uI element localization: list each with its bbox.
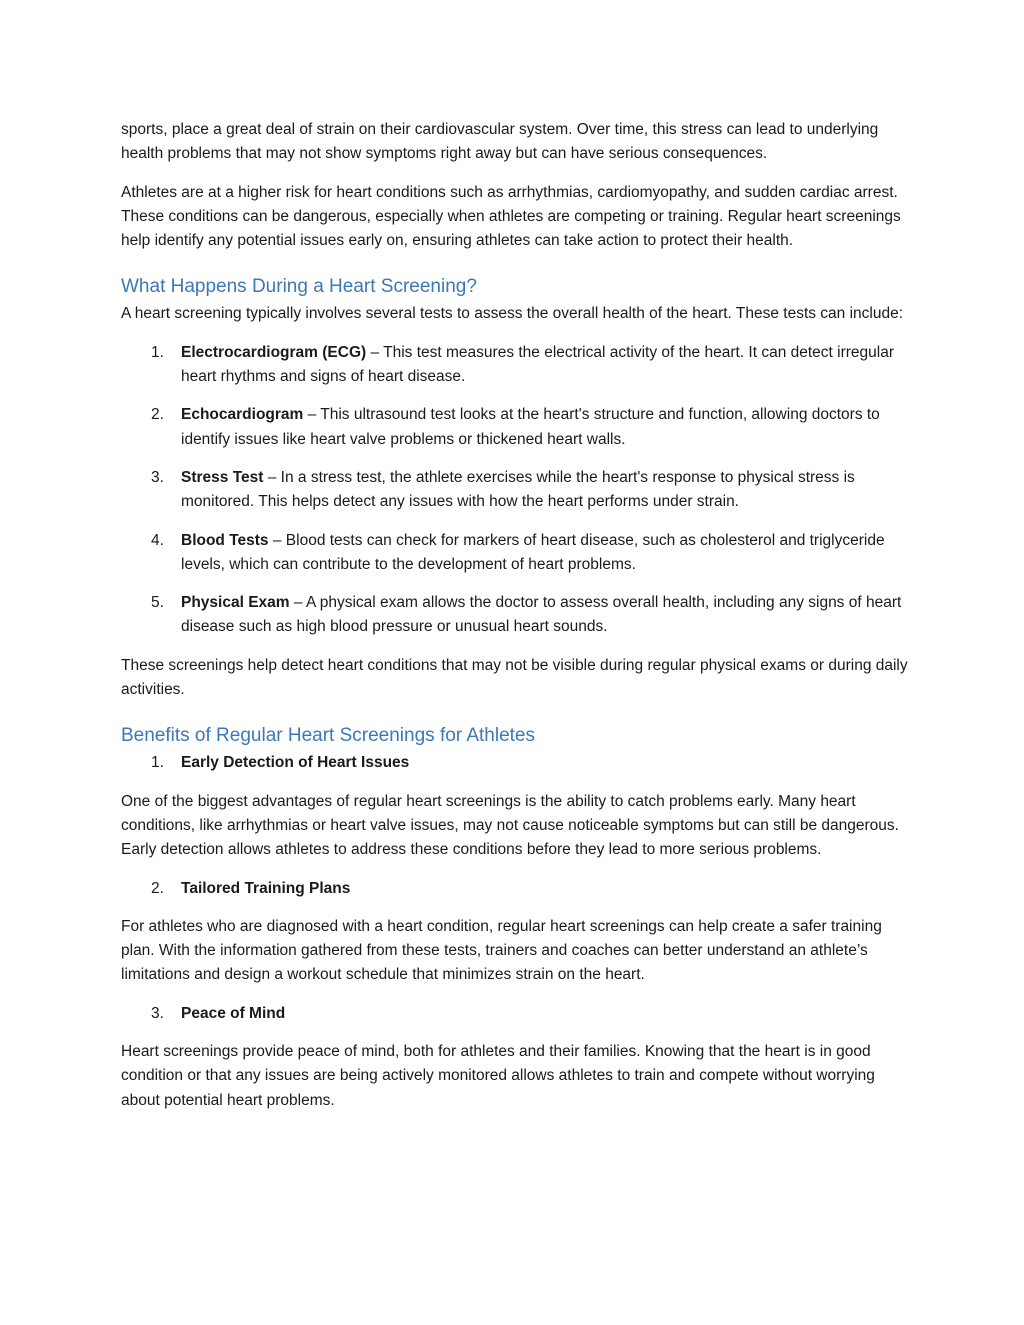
benefit-paragraph: Heart screenings provide peace of mind, both for athletes and their families. Knowing that the heart is in good condition or that any issues are being actively monitored allows athletes to train and compete without worrying about potential heart problems. [121, 1043, 875, 1109]
list-number: 1. [151, 343, 164, 361]
benefit-number: 2. [151, 879, 164, 897]
list-number: 4. [151, 531, 164, 549]
list-item [121, 466, 911, 515]
list-item-description: – This test measures the electrical activity of the heart. It can detect irregular heart rhythms and signs of heart disease. [181, 343, 895, 386]
section-heading-benefits: Benefits of Regular Heart Screenings for Athletes [121, 725, 536, 747]
list-item-description: – This ultrasound test looks at the heart's structure and function, allowing doctors to identify issues like heart valve problems or thickened heart walls. [181, 406, 880, 448]
screening-tests-list [121, 341, 911, 640]
list-item-term: Electrocardiogram (ECG) [181, 343, 367, 361]
list-item-term: Physical Exam [181, 594, 290, 612]
section-outro-paragraph: These screenings help detect heart conditions that may not be visible during regular physical exams or during daily activities. [121, 656, 908, 699]
list-item-term: Blood Tests [181, 531, 269, 549]
benefit-paragraph: For athletes who are diagnosed with a heart condition, regular heart screenings can help create a safer training plan. With the information gathered from these tests, trainers and coaches can better understand an athlete’s limitations and design a workout schedule that minimizes strain on the heart. [121, 917, 882, 984]
list-item [121, 403, 911, 452]
list-item-description: – A physical exam allows the doctor to assess overall health, including any signs of heart disease such as high blood pressure or unusual heart sounds. [181, 594, 902, 636]
intro-paragraph-2: Athletes are at a higher risk for heart conditions such as arrhythmias, cardiomyopathy, and sudden cardiac arrest. These conditions can be dangerous, especially when athletes are competing or training. Regular heart screenings help identify any potential issues early on, ensuring athletes can take action to protect their health. [121, 183, 901, 250]
list-item-term: Stress Test [181, 468, 264, 486]
benefit-title-item [121, 751, 911, 775]
list-number: 5. [151, 594, 164, 612]
benefit-number: 3. [151, 1004, 164, 1022]
document-page [121, 118, 911, 1127]
section-intro-paragraph: A heart screening typically involves several tests to assess the overall health of the heart. These tests can include: [121, 305, 904, 323]
intro-paragraph-1: sports, place a great deal of strain on their cardiovascular system. Over time, this stress can lead to underlying health problems that may not show symptoms right away but can have serious consequences. [121, 121, 879, 163]
benefit-title-item [121, 1002, 911, 1026]
benefit-title: Early Detection of Heart Issues [181, 754, 410, 772]
list-item [121, 341, 911, 390]
section-heading-screening: What Happens During a Heart Screening? [121, 276, 477, 298]
benefit-title: Tailored Training Plans [181, 879, 351, 897]
benefit-paragraph: One of the biggest advantages of regular heart screenings is the ability to catch problems early. Many heart conditions, like arrhythmias or heart valve issues, may not cause noticeable symptoms but can still be dangerous. Early detection allows athletes to address these conditions before they lead to more serious problems. [121, 792, 899, 859]
benefit-number: 1. [151, 754, 164, 772]
benefit-title: Peace of Mind [181, 1004, 286, 1022]
list-item [121, 529, 911, 578]
list-item [121, 591, 911, 640]
benefit-title-item [121, 877, 911, 901]
list-number: 3. [151, 468, 164, 486]
list-item-description: – Blood tests can check for markers of heart disease, such as cholesterol and triglyceride levels, which can contribute to the development of heart problems. [181, 531, 885, 573]
list-number: 2. [151, 406, 164, 424]
list-item-description: – In a stress test, the athlete exercises while the heart's response to physical stress is monitored. This helps detect any issues with how the heart performs under strain. [181, 468, 855, 511]
list-item-term: Echocardiogram [181, 406, 304, 424]
